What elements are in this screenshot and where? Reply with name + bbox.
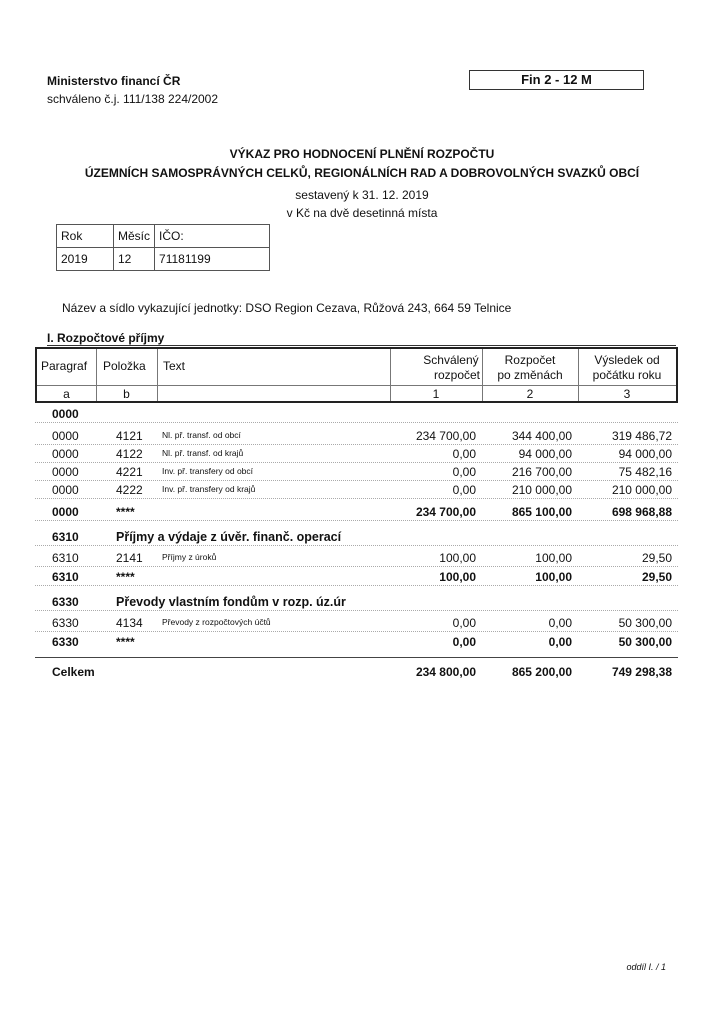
col-index-2: 2 (526, 387, 534, 401)
approval-reference: schváleno č.j. 111/138 224/2002 (47, 92, 219, 106)
row-text: Inv. př. transfery od krajů (162, 484, 256, 494)
row-polozka: 2141 (116, 551, 143, 565)
row-polozka: 4222 (116, 483, 143, 497)
row-paragraf: 0000 (52, 447, 79, 461)
ico-value: 71181199 (155, 248, 270, 271)
row-paragraf: 6310 (52, 551, 79, 565)
col-index-1: 1 (432, 387, 440, 401)
page-footer: oddíl I. / 1 (626, 962, 666, 972)
col-polozka: Položka (103, 359, 146, 373)
row-paragraf: 6310 (52, 530, 79, 544)
total-schvaleny: 234 800,00 (415, 665, 476, 679)
report-subtitle: ÚZEMNÍCH SAMOSPRÁVNÝCH CELKŮ, REGIONÁLNÍCH RAD A DOBROVOLNÝCH SVAZKŮ OBCÍ (84, 166, 640, 180)
row-zmeny: 865 100,00 (511, 505, 572, 519)
table-row-group (35, 592, 678, 612)
row-schvaleny: 0,00 (452, 635, 476, 649)
row-schvaleny: 0,00 (452, 483, 476, 497)
row-zmeny: 0,00 (548, 635, 572, 649)
row-polozka: **** (116, 505, 135, 519)
col-vysledek-2: počátku roku (592, 368, 662, 382)
col-zmeny-1: Rozpočet (504, 353, 556, 367)
row-paragraf: 6330 (52, 616, 79, 630)
row-paragraf: 6330 (52, 635, 79, 649)
row-schvaleny: 0,00 (452, 616, 476, 630)
row-separator (35, 609, 678, 611)
row-zmeny: 216 700,00 (511, 465, 572, 479)
row-polozka: 4221 (116, 465, 143, 479)
row-zmeny: 100,00 (535, 551, 572, 565)
row-paragraf: 0000 (52, 483, 79, 497)
table-header (35, 347, 678, 403)
row-schvaleny: 100,00 (439, 551, 476, 565)
row-text: Nl. př. transf. od krajů (162, 448, 244, 458)
table-row-sum (35, 567, 678, 587)
row-text: Příjmy z úroků (162, 552, 217, 562)
mesic-value: 12 (114, 248, 155, 271)
table-row (35, 480, 678, 500)
col-divider (157, 349, 158, 401)
table-row (35, 613, 678, 633)
table-row (35, 444, 678, 464)
total-vysledek: 749 298,38 (611, 665, 672, 679)
section-title: I. Rozpočtové příjmy (47, 331, 165, 345)
col-index-b: b (123, 387, 130, 401)
row-vysledek: 29,50 (641, 551, 672, 565)
total-zmeny: 865 200,00 (511, 665, 572, 679)
header-divider (37, 385, 676, 386)
ministry-name: Ministerstvo financí ČR (47, 74, 181, 88)
row-polozka: **** (116, 635, 135, 649)
total-rule (35, 657, 678, 658)
row-separator (35, 497, 678, 499)
mesic-label: Měsíc (114, 225, 155, 248)
row-separator (35, 544, 678, 546)
col-schvaleny-2: rozpočet (433, 368, 480, 382)
row-zmeny: 210 000,00 (511, 483, 572, 497)
row-schvaleny: 0,00 (452, 447, 476, 461)
table-row-sum (35, 632, 678, 652)
table-row-sum (35, 502, 678, 522)
row-separator (35, 421, 678, 423)
row-text: Inv. př. transfery od obcí (162, 466, 254, 476)
row-vysledek: 50 300,00 (618, 635, 672, 649)
row-group-title: Příjmy a výdaje z úvěr. finanč. operací (116, 530, 342, 544)
identification-table (56, 224, 270, 271)
section-rule (47, 345, 676, 346)
row-vysledek: 698 968,88 (611, 505, 672, 519)
form-code-box: Fin 2 - 12 M (469, 70, 644, 90)
row-separator (35, 584, 678, 586)
row-schvaleny: 234 700,00 (415, 505, 476, 519)
col-paragraf: Paragraf (41, 359, 88, 373)
row-paragraf: 0000 (52, 429, 79, 443)
row-group-title: Převody vlastním fondům v rozp. úz.úr (116, 595, 346, 609)
report-date: sestavený k 31. 12. 2019 (295, 188, 429, 202)
total-label: Celkem (52, 665, 95, 679)
table-row (35, 462, 678, 482)
row-vysledek: 94 000,00 (618, 447, 672, 461)
table-row-group (35, 527, 678, 547)
col-zmeny-2: po změnách (497, 368, 563, 382)
report-title: VÝKAZ PRO HODNOCENÍ PLNĚNÍ ROZPOČTU (229, 147, 495, 161)
row-zmeny: 100,00 (535, 570, 572, 584)
row-text: Nl. př. transf. od obcí (162, 430, 241, 440)
row-paragraf: 0000 (52, 505, 79, 519)
col-vysledek-1: Výsledek od (594, 353, 660, 367)
row-paragraf: 6330 (52, 595, 79, 609)
row-paragraf: 0000 (52, 465, 79, 479)
row-text: Převody z rozpočtových účtů (162, 617, 271, 627)
row-polozka: 4134 (116, 616, 143, 630)
row-paragraf: 6310 (52, 570, 79, 584)
rok-value: 2019 (57, 248, 114, 271)
row-vysledek: 29,50 (641, 570, 672, 584)
row-polozka: 4121 (116, 429, 143, 443)
row-vysledek: 210 000,00 (611, 483, 672, 497)
col-text: Text (163, 359, 186, 373)
report-unit: v Kč na dvě desetinná místa (286, 206, 438, 220)
col-schvaleny-1 (390, 353, 482, 367)
table-row (35, 548, 678, 568)
row-vysledek: 319 486,72 (611, 429, 672, 443)
row-schvaleny: 234 700,00 (415, 429, 476, 443)
row-separator (35, 519, 678, 521)
col-index-a: a (63, 387, 70, 401)
col-index-3: 3 (623, 387, 631, 401)
rok-label: Rok (57, 225, 114, 248)
row-zmeny: 344 400,00 (511, 429, 572, 443)
col-schvaleny-1-text: Schválený (423, 353, 479, 367)
table-row (35, 404, 678, 424)
entity-name: Název a sídlo vykazující jednotky: DSO Region Cezava, Růžová 243, 664 59 Telnice (62, 301, 512, 315)
ico-label: IČO: (155, 225, 270, 248)
row-paragraf: 0000 (52, 407, 79, 421)
row-vysledek: 75 482,16 (618, 465, 672, 479)
row-zmeny: 94 000,00 (518, 447, 572, 461)
row-polozka: 4122 (116, 447, 143, 461)
row-schvaleny: 0,00 (452, 465, 476, 479)
table-row (35, 426, 678, 446)
row-vysledek: 50 300,00 (618, 616, 672, 630)
table-row-total (35, 662, 678, 682)
row-schvaleny: 100,00 (439, 570, 476, 584)
row-zmeny: 0,00 (548, 616, 572, 630)
row-polozka: **** (116, 570, 135, 584)
